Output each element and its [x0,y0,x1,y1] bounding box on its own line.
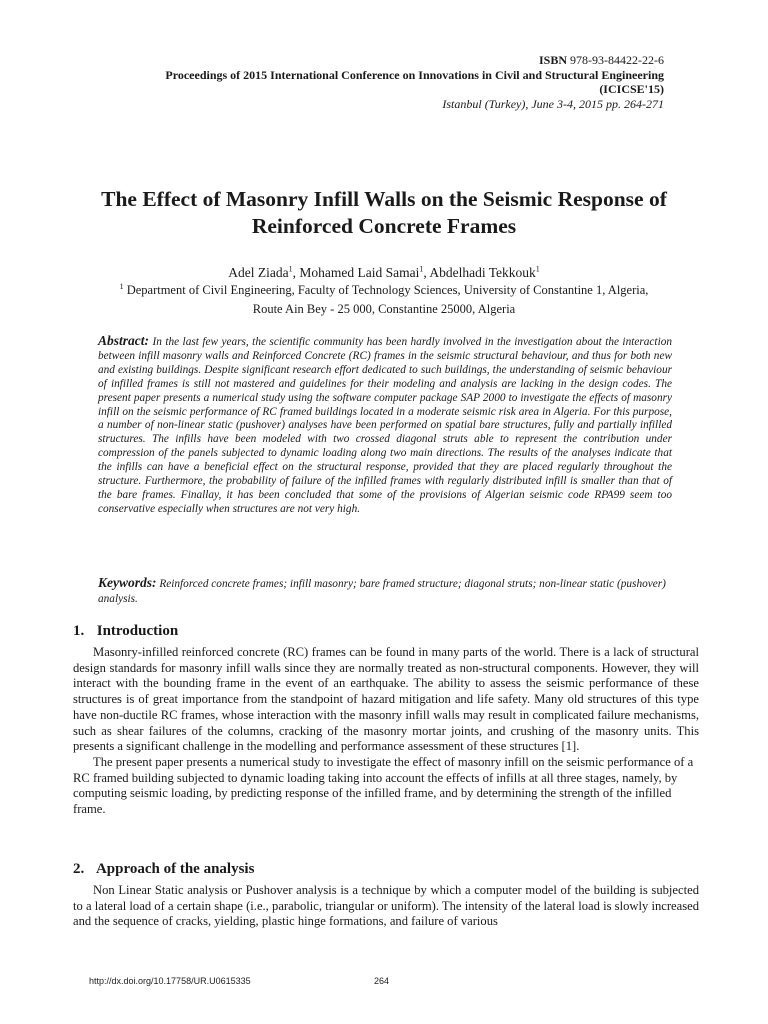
affiliation-line2: Route Ain Bey - 25 000, Constantine 25000, Algeria [252,302,516,316]
abstract [98,334,672,517]
affiliation-line1: $^1$ Department of Civil Engineering, Faculty of Technology Sciences, University of Constantine 1, Algeria, [119,281,649,297]
author-separator: , [292,265,300,280]
section-number: 1. [73,623,85,639]
section-body-introduction [73,645,699,818]
doi-link[interactable]: http://dx.doi.org/10.17758/UR.U0615335 [89,976,251,986]
abstract-text: In the last few years, the scientific community has been hardly involved in the investigation about the interaction between infill masonry walls and Reinforced Concrete (RC) frames in the seismic structural behaviour, and thus for both new and existing buildings. Despite significant research effort dedicated to such buildings, the understanding of seismic behaviour of infilled frames is still not mastered and guidelines for their modeling and analysis are lacking in the design codes. The present paper presents a numerical study using the software computer package SAP 2000 to investigate the effects of masonry infill on the seismic performance of RC framed buildings located in a moderate seismic risk area in Algeria. For this purpose, a number of non-linear static (pushover) analyses have been performed on spatial bare structures, fully and partially infilled structures. The infills have been modeled with two crossed diagonal struts able to represent the contribution under compression of the panels subjected to dynamic loading along two main directions. The results of the analyses indicate that the infills can have a beneficial effect on the structural response, provided that they are placed regularly throughout the structure. Furthermore, the probability of failure of the infilled frames with regularly distributed infill is smaller than that of the bare frames. Finallay, it has been concluded that some of the provisions of Algerian seismic code RPA99 seem too conservative especially when structures are not very high. [98,336,673,515]
keywords-label: Keywords: [98,575,157,590]
author-name: Mohamed Laid Samai [299,265,420,280]
affiliation-marker: 1 [288,264,293,274]
paragraph: Masonry-infilled reinforced concrete (RC) frames can be found in many parts of the world. There is a lack of structural design standards for masonry infill walls since they are normally treated as non-structural components. However, they will interact with the bounding frame in the event of an earthquake. The ability to assess the seismic performance of these structures is of great importance from the standpoint of hazard mitigation and life safety. Many old structures of this type have non-ductile RC frames, whose interaction with the masonry infill walls may result in complicated failure mechanisms, such as shear failures of the columns, cracking of the masonry mortar joints, and crushing of the masonry units. This presents a significant challenge in the modelling and performance assessment of these structures [1]. [73,645,699,754]
proceedings-title-line1: Proceedings of 2015 International Conference on Innovations in Civil and Structural Engineering [165,67,664,82]
section-heading-approach [73,860,254,878]
proceedings-venue: Istanbul (Turkey), June 3-4, 2015 pp. 264-271 [442,96,664,111]
affiliation-marker: 1 [535,264,540,274]
author-name: Abdelhadi Tekkouk [429,265,536,280]
section-title: Approach of the analysis [95,861,255,877]
section-heading-introduction [73,622,178,640]
isbn-label: ISBN [539,53,568,67]
paragraph: Non Linear Static analysis or Pushover analysis is a technique by which a computer model of the building is subjected to a lateral load of a certain shape (i.e., parabolic, triangular or uniform). The intensity of the lateral load is slowly increased and the sequence of cracks, yielding, plastic hinge formations, and failure of various [73,883,699,929]
proceedings-header [90,53,664,111]
isbn-line [90,53,664,68]
paper-title [60,186,708,240]
abstract-label: Abstract: [98,333,150,348]
paragraph: The present paper presents a numerical study to investigate the effect of masonry infill on the seismic performance of a RC framed building subjected to dynamic loading taking into account the effects of infills at all three stages, namely, by computing seismic loading, by predicting response of the infilled frame, and by determining the strength of the infilled frame. [73,754,694,817]
paper-title-line2: Reinforced Concrete Frames [251,214,517,238]
affiliation [80,281,688,319]
section-title: Introduction [96,623,179,639]
isbn-number: 978-93-84422-22-6 [570,53,664,67]
paper-title-line1: The Effect of Masonry Infill Walls on the Seismic Response of [101,187,667,211]
page-number: 264 [374,976,390,986]
section-number: 2. [73,861,85,877]
keywords-text: Reinforced concrete frames; infill masonry; bare framed structure; diagonal struts; non-linear static (pushover) analysis. [98,578,666,605]
author-name: Adel Ziada [228,265,289,280]
author-list [60,264,708,281]
proceedings-title-line2: (ICICSE'15) [599,82,664,96]
affiliation-marker: 1 [119,281,124,291]
author-separator: , [423,265,430,280]
keywords [98,575,672,607]
affiliation-marker: 1 [419,264,424,274]
section-body-approach [73,883,699,930]
